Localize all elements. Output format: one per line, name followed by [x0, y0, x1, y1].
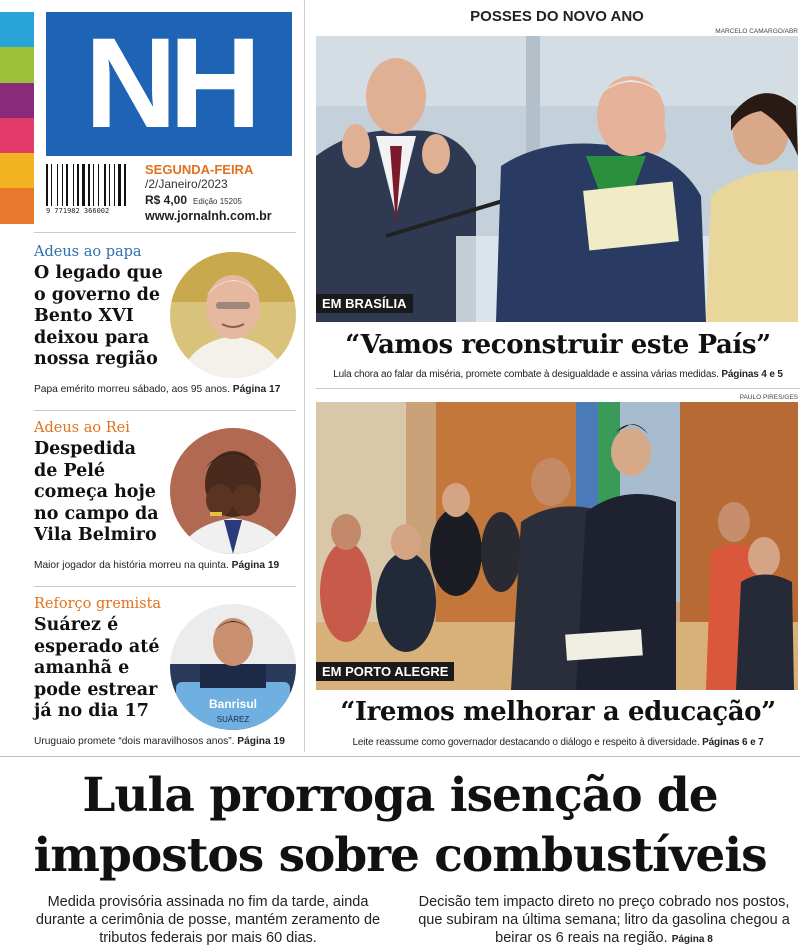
photo-brasilia: [316, 36, 798, 322]
barcode-bar: [100, 164, 103, 206]
photo-credit: MARCELO CAMARGO/ABR: [715, 28, 798, 35]
sub-brasilia: [316, 369, 800, 380]
page-ref: Página 19: [231, 560, 280, 571]
story-suarez[interactable]: [34, 596, 296, 756]
divider: [34, 232, 296, 233]
barcode-bar: [69, 164, 72, 206]
story-pele[interactable]: [34, 420, 296, 580]
sub-porto-alegre: [316, 737, 800, 748]
barcode-bar: [104, 164, 106, 206]
issue-price: R$ 4,00: [145, 193, 188, 207]
barcode-bar: [86, 164, 87, 206]
barcode-bar: [88, 164, 90, 206]
barcode-bar: [93, 164, 94, 206]
barcode-bar: [53, 164, 56, 206]
section-title: POSSES DO NOVO ANO: [470, 8, 644, 25]
barcode-bar: [114, 164, 115, 206]
stripe-band-4: [0, 118, 34, 153]
story-kicker: Adeus ao Rei: [34, 420, 130, 436]
divider: [316, 388, 800, 389]
barcode-bar: [116, 164, 117, 206]
barcode-bar: [59, 164, 61, 206]
main-headline-line1: Lula prorroga isenção de: [82, 768, 718, 823]
deck-left: Medida provisória assinada no fim da tarde, ainda durante a cerimônia de posse, mantém zeramento de tributos federais por mais 60 dias.: [35, 894, 381, 946]
note-text: Uruguaio promete “dois maravilhosos anos”.: [34, 736, 235, 747]
stripe-band-2: [0, 47, 34, 82]
barcode-bar: [107, 164, 108, 206]
stripe-band-6: [0, 188, 34, 223]
sub-text: Lula chora ao falar da miséria, promete combate à desigualdade e assina várias medidas.: [333, 369, 719, 380]
barcode-bar: [66, 164, 68, 206]
photo-bento-xvi: [170, 252, 296, 378]
page-ref: Página 19: [237, 736, 285, 747]
page-ref: Página 17: [232, 384, 281, 395]
page-ref: Página 8: [671, 934, 713, 945]
issue-edition: Edição 15205: [193, 197, 242, 206]
jersey-name: SUÁREZ: [216, 715, 250, 724]
barcode-bar: [49, 164, 50, 206]
stripe-band-3: [0, 83, 34, 118]
story-kicker: Reforço gremista: [34, 596, 162, 612]
story-headline: Suárez é esperado até amanhã e pode estrear já no dia 17: [34, 615, 160, 721]
barcode-bar: [98, 164, 99, 206]
story-headline: O legado que o governo de Bento XVI deixou para nossa região: [34, 263, 163, 369]
story-note: [34, 736, 285, 747]
barcode-bar: [46, 164, 48, 206]
deck-right-text: Decisão tem impacto direto no preço cobrado nos postos, que subiram na última semana; litro da gasolina chegou a beirar os 6 reais na região.: [418, 894, 790, 946]
sub-text: Leite reassume como governador destacando o diálogo e respeito à diversidade.: [352, 737, 700, 748]
divider: [0, 756, 800, 757]
barcode-bar: [62, 164, 63, 206]
website-link[interactable]: www.jornalnh.com.br: [145, 209, 272, 223]
barcode-bar: [111, 164, 113, 206]
story-note: [34, 384, 280, 395]
location-label: EM PORTO ALEGRE: [316, 662, 454, 681]
column-divider: [304, 0, 305, 752]
nh-logo: [46, 12, 292, 156]
color-stripe: [0, 12, 34, 224]
deck-right: [418, 893, 790, 949]
barcode-bar: [82, 164, 85, 206]
issue-date: /2/Janeiro/2023: [145, 177, 228, 191]
photo-credit: PAULO PIRES/GES: [739, 394, 798, 401]
barcode-bar: [91, 164, 92, 206]
logo-text: NH: [84, 12, 254, 155]
stripe-band-5: [0, 153, 34, 188]
barcode: [46, 164, 138, 216]
divider: [34, 410, 296, 411]
barcode-bar: [73, 164, 74, 206]
barcode-bar: [95, 164, 97, 206]
barcode-number: 9 771982 366002: [46, 207, 110, 215]
barcode-bars: [46, 164, 138, 206]
photo-porto-alegre: [316, 402, 798, 690]
photo-pele: [170, 428, 296, 554]
barcode-bar: [118, 164, 121, 206]
photo-suarez: [170, 604, 296, 730]
headline-brasilia[interactable]: “Vamos reconstruir este País”: [345, 330, 771, 360]
stripe-band-1: [0, 12, 34, 47]
main-headline[interactable]: [0, 766, 800, 886]
note-text: Maior jogador da história morreu na quinta.: [34, 560, 229, 571]
barcode-bar: [77, 164, 79, 206]
note-text: Papa emérito morreu sábado, aos 95 anos.: [34, 384, 230, 395]
jersey-sponsor: Banrisul: [208, 697, 258, 711]
barcode-bar: [64, 164, 65, 206]
story-kicker: Adeus ao papa: [34, 244, 142, 260]
page-ref: Páginas 6 e 7: [702, 737, 764, 748]
headline-porto-alegre[interactable]: “Iremos melhorar a educação”: [340, 697, 776, 727]
barcode-bar: [75, 164, 76, 206]
main-headline-line2: impostos sobre combustíveis: [33, 828, 767, 883]
location-label: EM BRASÍLIA: [316, 294, 413, 313]
barcode-bar: [51, 164, 52, 206]
barcode-bar: [109, 164, 110, 206]
story-papa[interactable]: [34, 244, 296, 404]
issue-day: SEGUNDA-FEIRA: [145, 162, 254, 177]
story-note: [34, 560, 279, 571]
divider: [34, 586, 296, 587]
barcode-bar: [122, 164, 123, 206]
barcode-bar: [124, 164, 126, 206]
page-ref: Páginas 4 e 5: [721, 369, 783, 380]
issue-meta: [145, 162, 295, 223]
barcode-bar: [57, 164, 58, 206]
story-headline: Despedida de Pelé começa hoje no campo da Vila Belmiro: [34, 439, 159, 545]
barcode-bar: [80, 164, 81, 206]
